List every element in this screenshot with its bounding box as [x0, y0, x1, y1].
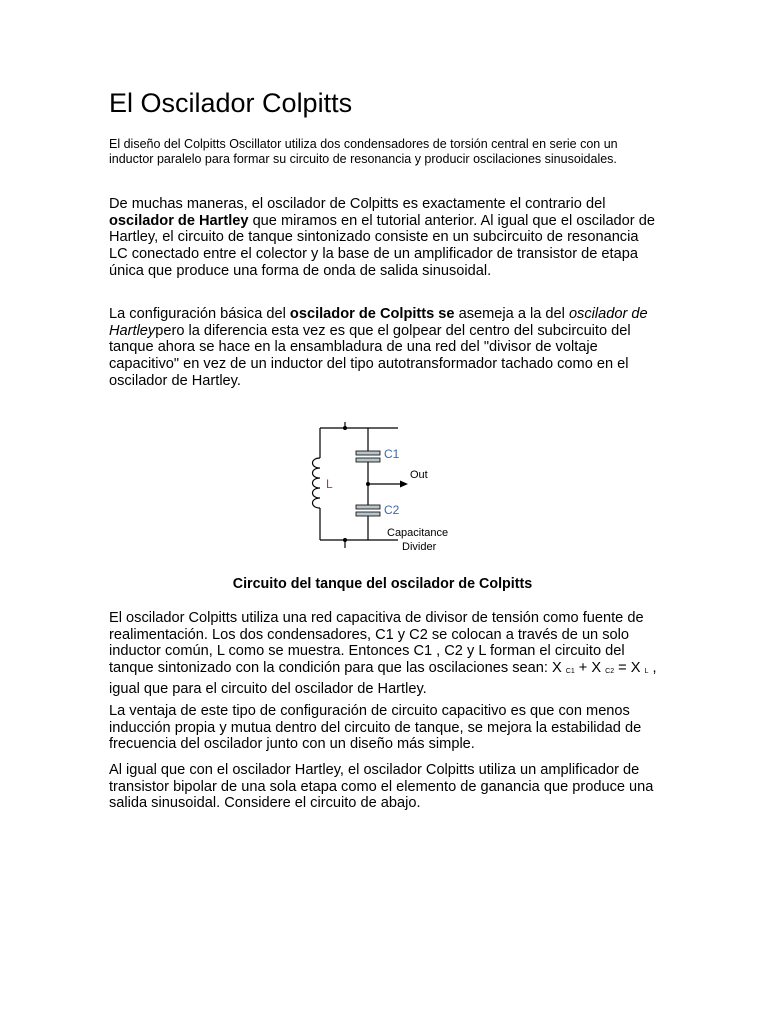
- intro-paragraph: El diseño del Colpitts Oscillator utiliza dos condensadores de torsión central en serie con un inductor paralelo para formar su circuito de resonancia y producir oscilaciones sinusoidales.: [109, 137, 618, 166]
- colpitts-tank-circuit-diagram: [308, 412, 468, 556]
- paragraph-2-text-c: asemeja a la del: [454, 306, 569, 322]
- paragraph-3-text-d: , igual que para el circuito del oscilador de Hartley.: [109, 660, 657, 697]
- label-divider: Divider: [402, 541, 437, 553]
- subscript-l: L: [644, 668, 649, 676]
- c2-plate-bottom: [356, 512, 380, 516]
- c2-plate-top: [356, 505, 380, 509]
- paragraph-3: [109, 610, 661, 698]
- paragraph-2-italic-hartley: oscilador de Hartley: [109, 306, 648, 339]
- label-c1: C1: [384, 447, 400, 461]
- paragraph-1-bold-hartley: oscilador de Hartley: [109, 212, 249, 229]
- inductor-coil-icon: [313, 458, 321, 508]
- c1-plate-top: [356, 451, 380, 455]
- paragraph-2-bold-colpitts: oscilador de Colpitts se: [289, 306, 455, 322]
- paragraph-3-text-c: = X: [614, 660, 645, 677]
- subscript-c2: C2: [605, 668, 615, 676]
- c1-plate-bottom: [356, 458, 380, 462]
- label-out: Out: [410, 469, 428, 481]
- label-l: L: [326, 477, 333, 491]
- paragraph-2: [109, 306, 661, 390]
- label-capacitance: Capacitance: [387, 527, 449, 539]
- paragraph-3-text-b: + X: [574, 660, 606, 677]
- paragraph-1-text-a: De muchas maneras, el oscilador de Colpitts es exactamente el contrario del: [109, 196, 606, 212]
- page-title: El Oscilador Colpitts: [109, 88, 353, 118]
- paragraph-2-text-e: pero la diferencia esta vez es que el golpear del centro del subcircuito del tanque ahora se hace en la ensambladura de una red del "divisor de voltaje capacitivo" en vez de un inductor del tipo autotransformador tachado como en el oscilador de Hartley.: [109, 322, 631, 389]
- figure-caption: Circuito del tanque del oscilador de Colpitts: [232, 576, 533, 592]
- paragraph-1-text-c: que miramos en el tutorial anterior. Al igual que el oscilador de Hartley, el circuito de tanque sintonizado consiste en un subcircuito de resonancia LC conectado entre el colector y la base de un amplificador de transistor de etapa única que produce una forma de onda de salida sinusoidal.: [109, 212, 655, 279]
- label-c2: C2: [384, 503, 400, 517]
- paragraph-4: La ventaja de este tipo de configuración de circuito capacitivo es que con menos inducción propia y mutua dentro del circuito de tanque, se mejora la estabilidad de frecuencia del oscilador junto con un diseño más simple.: [109, 703, 642, 753]
- paragraph-2-text-a: La configuración básica del: [109, 306, 290, 322]
- subscript-c1: C1: [565, 668, 575, 676]
- paragraph-1: [109, 196, 661, 280]
- paragraph-5: Al igual que con el oscilador Hartley, el oscilador Colpitts utiliza un amplificador de transistor bipolar de una sola etapa como el elemento de ganancia que produce una salida sinusoidal. Considere el circuito de abajo.: [109, 762, 654, 812]
- output-arrow-icon: [400, 481, 408, 488]
- paragraph-3-text-a: El oscilador Colpitts utiliza una red capacitiva de divisor de tensión como fuente de realimentación. Los dos condensadores, C1 y C2 se colocan a través de un solo inductor común, L como se muestra. Entonces C1 , C2 y L forman el circuito del tanque sintonizado con la condición para que las oscilaciones sean: X: [109, 610, 644, 677]
